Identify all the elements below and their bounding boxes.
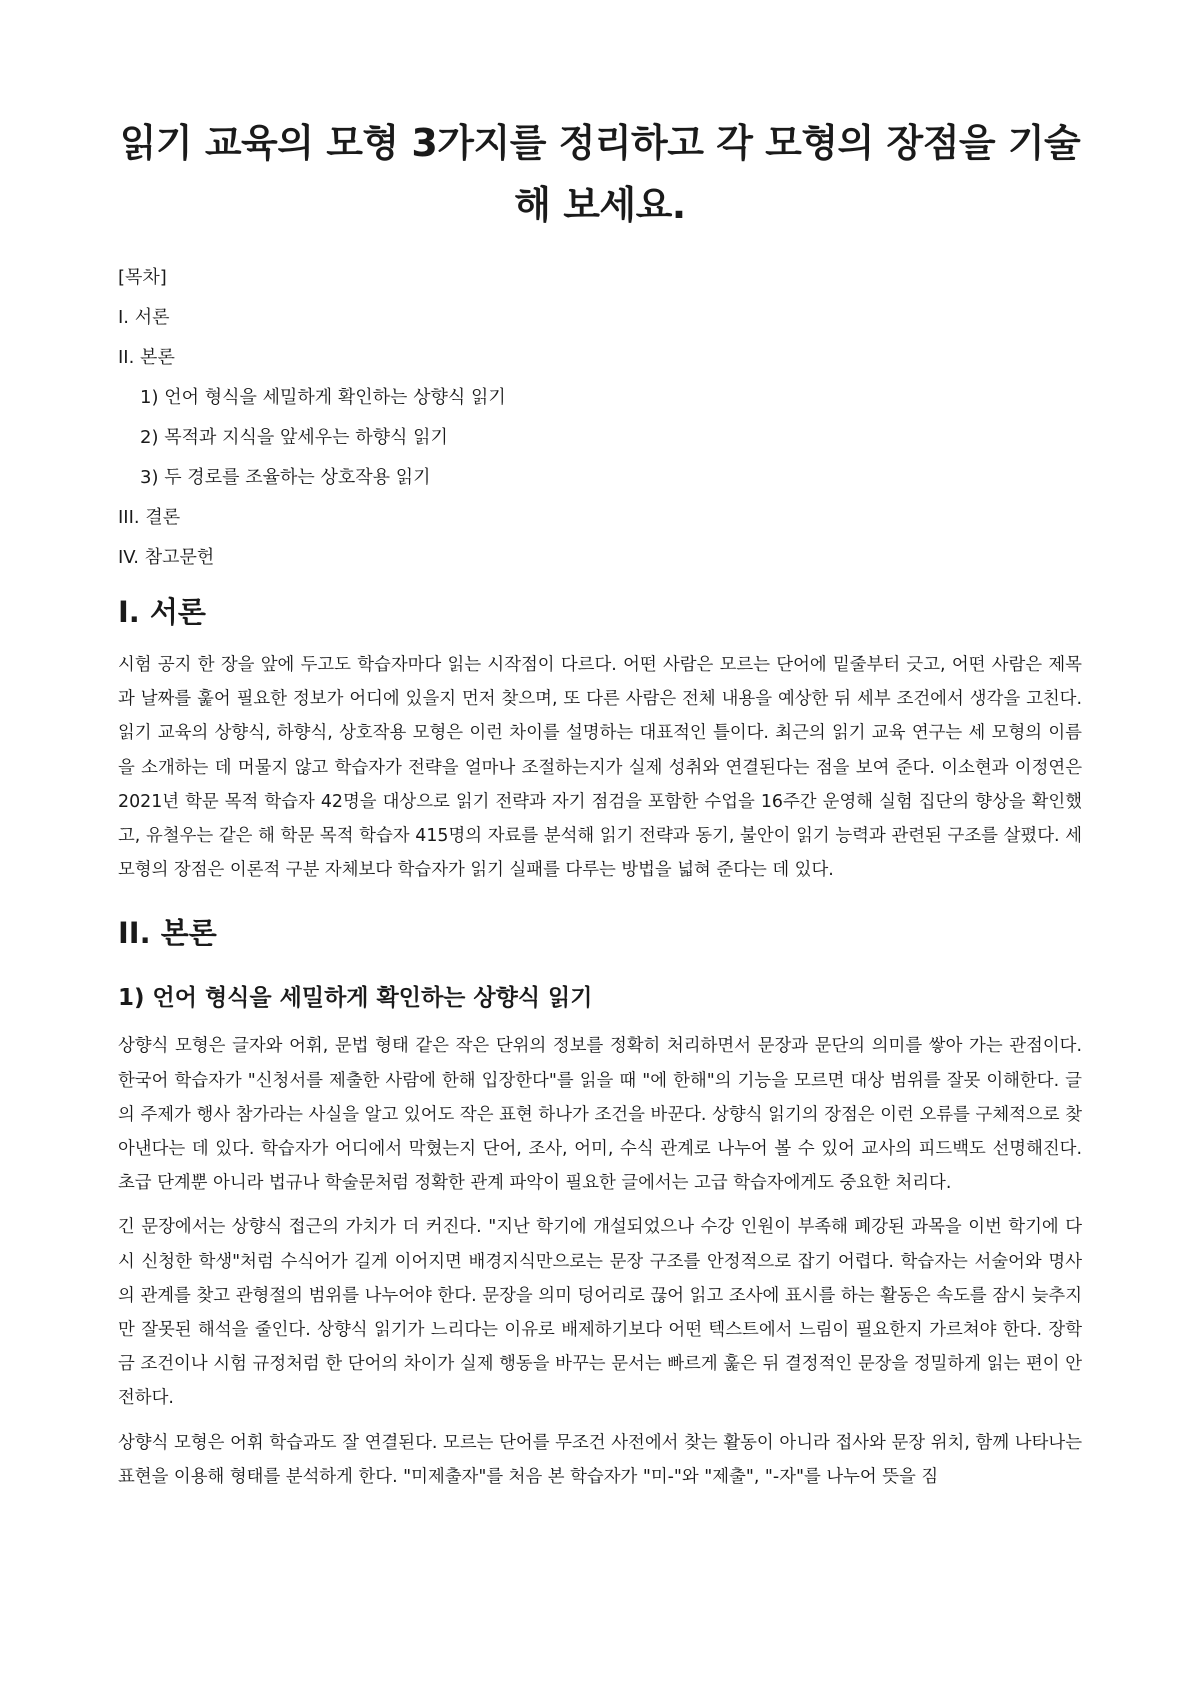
toc-label: [목차]: [118, 267, 167, 288]
section-heading-body: II. 본론: [118, 916, 217, 951]
toc-subitem: 2) 목적과 지식을 앞세우는 하향식 읽기: [140, 427, 448, 448]
toc-item: I. 서론: [118, 307, 170, 328]
toc-subitem: 1) 언어 형식을 세밀하게 확인하는 상향식 읽기: [140, 387, 506, 408]
document-title: 읽기 교육의 모형 3가지를 정리하고 각 모형의 장점을 기술해 보세요.: [119, 121, 1081, 227]
body-paragraph: 상향식 모형은 어휘 학습과도 잘 연결된다. 모르는 단어를 무조건 사전에서 찾는 활동이 아니라 접사와 문장 위치, 함께 나타나는 표현을 이용해 형태를 분석하게 한다. "미제출자"를 처음 본 학습자가 "미-"와 "제출", "-자"를 나누어 뜻을 짐: [118, 1432, 1082, 1487]
toc-subitem: 3) 두 경로를 조율하는 상호작용 읽기: [140, 467, 431, 488]
body-paragraph: 상향식 모형은 글자와 어휘, 문법 형태 같은 작은 단위의 정보를 정확히 처리하면서 문장과 문단의 의미를 쌓아 가는 관점이다. 한국어 학습자가 "신청서를 제출한 사람에 한해 입장한다"를 읽을 때 "에 한해"의 기능을 모르면 대상 범위를 잘못 이해한다. 글의 주제가 행사 참가라는 사실을 알고 있어도 작은 표현 하나가 조건을 바꾼다. 상향식 읽기의 장점은 이런 오류를 구체적으로 찾아낸다는 데 있다. 학습자가 어디에서 막혔는지 단어, 조사, 어미, 수식 관계로 나누어 볼 수 있어 교사의 피드백도 선명해진다. 초급 단계뿐 아니라 법규나 학술문처럼 정확한 관계 파악이 필요한 글에서는 고급 학습자에게도 중요한 처리다.: [118, 1036, 1082, 1194]
toc-item: II. 본론: [118, 347, 175, 368]
body-paragraph: 긴 문장에서는 상향식 접근의 가치가 더 커진다. "지난 학기에 개설되었으나 수강 인원이 부족해 폐강된 과목을 이번 학기에 다시 신청한 학생"처럼 수식어가 길게 이어지면 배경지식만으로는 문장 구조를 안정적으로 잡기 어렵다. 학습자는 서술어와 명사의 관계를 찾고 관형절의 범위를 나누어야 한다. 문장을 의미 덩어리로 끊어 읽고 조사에 표시를 하는 활동은 속도를 잠시 늦추지만 잘못된 해석을 줄인다. 상향식 읽기가 느리다는 이유로 배제하기보다 어떤 텍스트에서 느림이 필요한지 가르쳐야 한다. 장학금 조건이나 시험 규정처럼 한 단어의 차이가 실제 행동을 바꾸는 문서는 빠르게 훑은 뒤 결정적인 문장을 정밀하게 읽는 편이 안전하다.: [118, 1217, 1082, 1409]
subsection-heading-bottom-up: 1) 언어 형식을 세밀하게 확인하는 상향식 읽기: [118, 985, 593, 1012]
table-of-contents: [118, 266, 1082, 570]
toc-item: III. 결론: [118, 507, 181, 528]
intro-paragraph: 시험 공지 한 장을 앞에 두고도 학습자마다 읽는 시작점이 다르다. 어떤 사람은 모르는 단어에 밑줄부터 긋고, 어떤 사람은 제목과 날짜를 훑어 필요한 정보가 어디에 있을지 먼저 찾으며, 또 다른 사람은 전체 내용을 예상한 뒤 세부 조건에서 생각을 고친다. 읽기 교육의 상향식, 하향식, 상호작용 모형은 이런 차이를 설명하는 대표적인 틀이다. 최근의 읽기 교육 연구는 세 모형의 이름을 소개하는 데 머물지 않고 학습자가 전략을 얼마나 조절하는지가 실제 성취와 연결된다는 점을 보여 준다. 이소현과 이정연은 2021년 학문 목적 학습자 42명을 대상으로 읽기 전략과 자기 점검을 포함한 수업을 16주간 운영해 실험 집단의 향상을 확인했고, 유철우는 같은 해 학문 목적 학습자 415명의 자료를 분석해 읽기 전략과 동기, 불안이 읽기 능력과 관련된 구조를 살폈다. 세 모형의 장점은 이론적 구분 자체보다 학습자가 읽기 실패를 다루는 방법을 넓혀 준다는 데 있다.: [118, 655, 1082, 881]
section-heading-intro: I. 서론: [118, 595, 206, 629]
toc-item: IV. 참고문헌: [118, 547, 215, 568]
